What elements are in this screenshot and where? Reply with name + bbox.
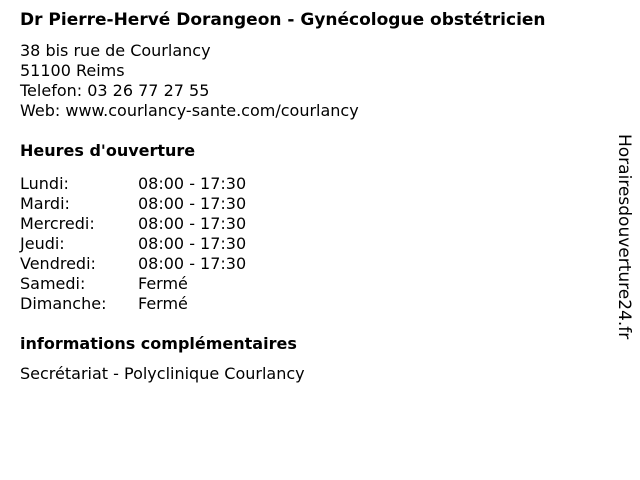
additional-info-text: Secrétariat - Polyclinique Courlancy bbox=[20, 364, 305, 383]
time-value: Fermé bbox=[138, 274, 188, 293]
hours-row-thursday bbox=[20, 234, 605, 254]
day-label: Jeudi: bbox=[20, 234, 65, 253]
hours-row-sunday bbox=[20, 294, 605, 314]
hours-row-tuesday bbox=[20, 194, 605, 214]
phone-number: Telefon: 03 26 77 27 55 bbox=[20, 81, 210, 100]
hours-row-wednesday bbox=[20, 214, 605, 234]
additional-info-heading: informations complémentaires bbox=[20, 334, 297, 353]
day-label: Vendredi: bbox=[20, 254, 96, 273]
time-value: Fermé bbox=[138, 294, 188, 313]
opening-hours-heading: Heures d'ouverture bbox=[20, 141, 196, 160]
address-city: 51100 Reims bbox=[20, 61, 125, 80]
brand-watermark: Horairesdouverture24.fr bbox=[614, 134, 634, 340]
day-label: Samedi: bbox=[20, 274, 86, 293]
page-title: Dr Pierre-Hervé Dorangeon - Gynécologue obstétricien bbox=[20, 10, 546, 30]
day-label: Dimanche: bbox=[20, 294, 107, 313]
hours-row-saturday bbox=[20, 274, 605, 294]
practice-card bbox=[20, 10, 605, 384]
hours-row-monday bbox=[20, 174, 605, 194]
day-label: Mardi: bbox=[20, 194, 70, 213]
address-street: 38 bis rue de Courlancy bbox=[20, 41, 211, 60]
address-block bbox=[20, 41, 605, 121]
time-value: 08:00 - 17:30 bbox=[138, 254, 247, 273]
time-value: 08:00 - 17:30 bbox=[138, 234, 247, 253]
hours-row-friday bbox=[20, 254, 605, 274]
day-label: Lundi: bbox=[20, 174, 69, 193]
opening-hours-table bbox=[20, 174, 605, 314]
time-value: 08:00 - 17:30 bbox=[138, 174, 247, 193]
time-value: 08:00 - 17:30 bbox=[138, 214, 247, 233]
website-link[interactable]: Web: www.courlancy-sante.com/courlancy bbox=[20, 101, 359, 120]
time-value: 08:00 - 17:30 bbox=[138, 194, 247, 213]
day-label: Mercredi: bbox=[20, 214, 95, 233]
